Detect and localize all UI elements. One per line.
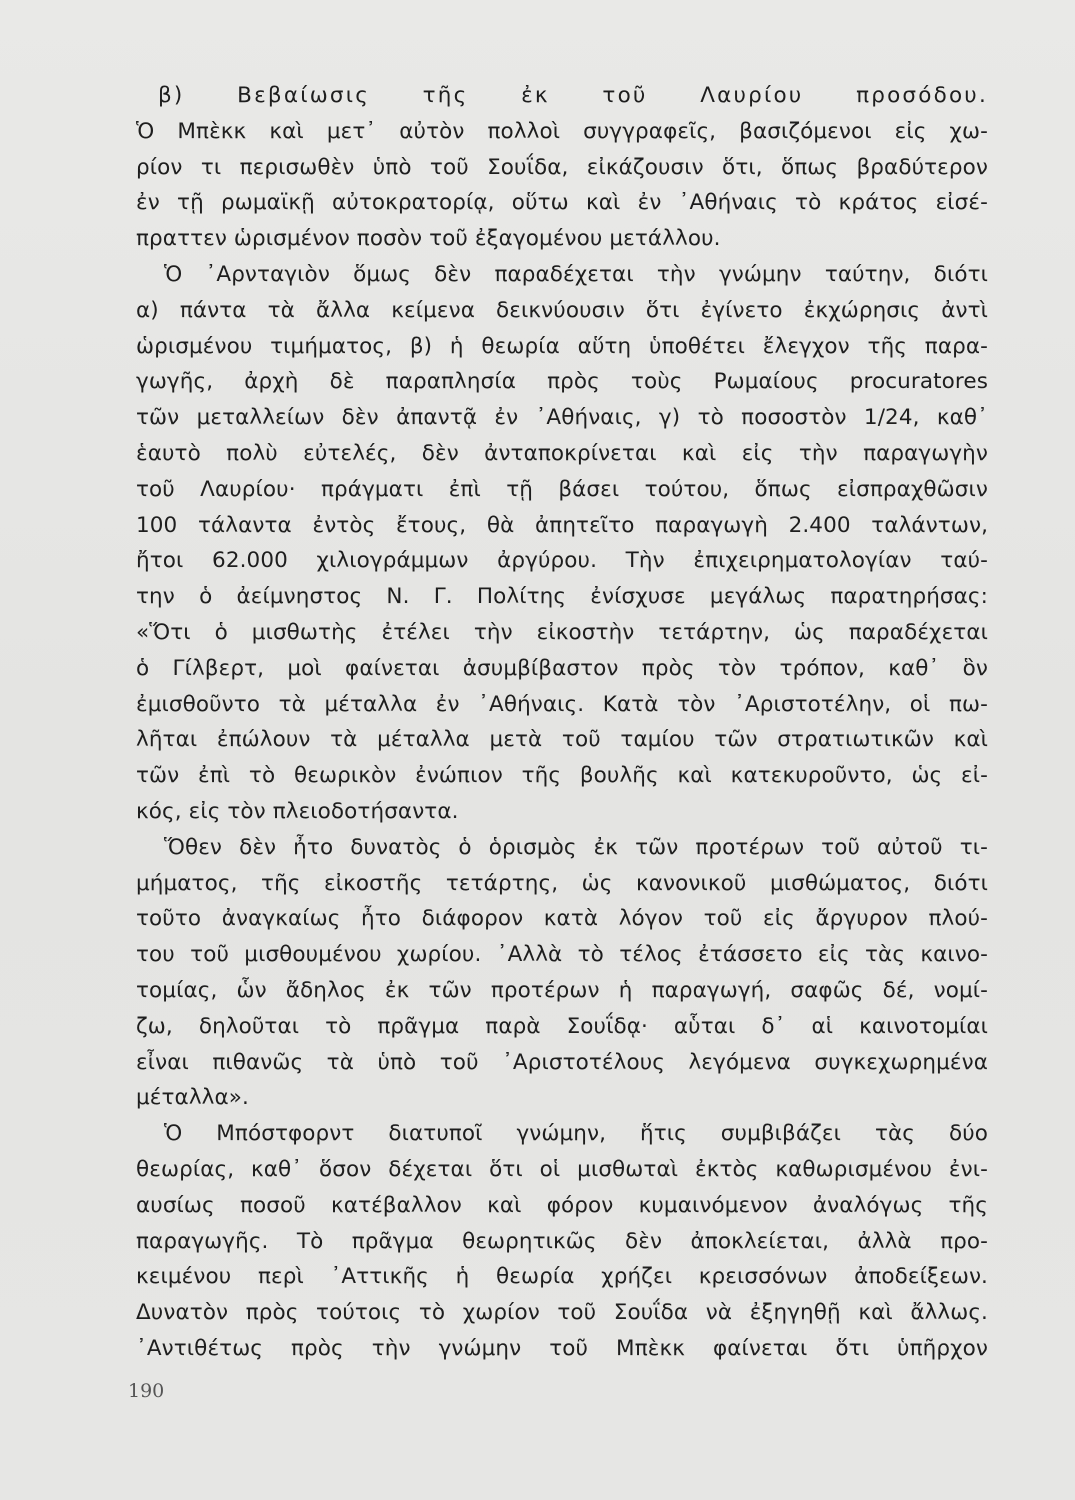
quote-line: τομίας, ὧν ἄδηλος ἐκ τῶν προτέρων ἡ παραγωγή, σαφῶς δέ, νομί- bbox=[136, 977, 988, 1003]
quote-line: ὁ Γίλβερτ, μοὶ φαίνεται ἀσυμβίβαστον πρὸς τὸν τρόπον, καθ᾽ ὃν bbox=[136, 655, 988, 681]
text-line: τῶν μεταλλείων δὲν ἀπαντᾷ ἐν ᾽Αθήναις, γ) τὸ ποσοστὸν 1/24, καθ᾽ bbox=[136, 405, 988, 431]
text-line: τοῦ Λαυρίου· πράγματι ἐπὶ τῇ βάσει τούτου, ὅπως εἰσπραχθῶσιν bbox=[136, 476, 988, 502]
text-line: θεωρίας, καθ᾽ ὅσον δέχεται ὅτι οἱ μισθωταὶ ἐκτὸς καθωρισμένου ἐνι- bbox=[136, 1156, 988, 1182]
text-line: ἑαυτὸ πολὺ εὐτελές, δὲν ἀνταποκρίνεται καὶ εἰς τὴν παραγωγὴν bbox=[136, 440, 988, 466]
text-line: γωγῆς, ἀρχὴ δὲ παραπλησία πρὸς τοὺς Ρωμαίους procuratores bbox=[136, 369, 988, 395]
quote-line: ζω, δηλοῦται τὸ πρᾶγμα παρὰ Σουΐδᾳ· αὗται δ᾽ αἱ καινοτομίαι bbox=[136, 1013, 988, 1039]
text-line: την ὁ ἀείμνηστος Ν. Γ. Πολίτης ἐνίσχυσε μεγάλως παρατηρήσας: bbox=[136, 584, 988, 610]
quote-line: τῶν ἐπὶ τὸ θεωρικὸν ἐνώπιον τῆς βουλῆς καὶ κατεκυροῦντο, ὡς εἰ- bbox=[136, 763, 988, 789]
quote-line: μήματος, τῆς εἰκοστῆς τετάρτης, ὡς κανονικοῦ μισθώματος, διότι bbox=[136, 870, 988, 896]
text-line: Ὁ Μπὲκκ καὶ μετ᾽ αὐτὸν πολλοὶ συγγραφεῖς, βασιζόμενοι εἰς χω- bbox=[136, 118, 988, 144]
body-text bbox=[136, 78, 988, 1367]
text-line: Δυνατὸν πρὸς τούτοις τὸ χωρίον τοῦ Σουΐδα νὰ ἐξηγηθῇ καὶ ἄλλως. bbox=[136, 1300, 988, 1326]
text-line: αυσίως ποσοῦ κατέβαλλον καὶ φόρον κυμαινόμενον ἀναλόγως τῆς bbox=[136, 1192, 988, 1218]
text-line: ἐν τῇ ρωμαϊκῇ αὐτοκρατορίᾳ, οὕτω καὶ ἐν ᾽Αθήναις τὸ κράτος εἰσέ- bbox=[136, 190, 988, 216]
quote-line: «Ὅτι ὁ μισθωτὴς ἐτέλει τὴν εἰκοστὴν τετάρτην, ὡς παραδέχεται bbox=[136, 619, 988, 645]
quote-paragraph-start: Ὅθεν δὲν ἦτο δυνατὸς ὁ ὁρισμὸς ἐκ τῶν προτέρων τοῦ αὐτοῦ τι- bbox=[164, 834, 988, 860]
quote-line: τοῦτο ἀναγκαίως ἦτο διάφορον κατὰ λόγον τοῦ εἰς ἄργυρον πλού- bbox=[136, 906, 988, 932]
quote-line: κός, εἰς τὸν πλειοδοτήσαντα. bbox=[136, 798, 459, 824]
text-line: α) πάντα τὰ ἄλλα κείμενα δεικνύουσιν ὅτι ἐγίνετο ἐκχώρησις ἀντὶ bbox=[136, 297, 988, 323]
text-line: παραγωγῆς. Τὸ πρᾶγμα θεωρητικῶς δὲν ἀποκλείεται, ἀλλὰ προ- bbox=[136, 1228, 988, 1254]
text-line: ὡρισμένου τιμήματος, β) ἡ θεωρία αὕτη ὑποθέτει ἔλεγχον τῆς παρα- bbox=[136, 333, 988, 359]
text-line: ρίον τι περισωθὲν ὑπὸ τοῦ Σουΐδα, εἰκάζουσιν ὅτι, ὅπως βραδύτερον bbox=[136, 154, 988, 180]
text-line: πραττεν ὡρισμένον ποσὸν τοῦ ἐξαγομένου μετάλλου. bbox=[136, 226, 721, 252]
section-heading: β) Βεβαίωσις τῆς ἐκ τοῦ Λαυρίου προσόδου. bbox=[158, 83, 988, 108]
quote-line: λῆται ἐπώλουν τὰ μέταλλα μετὰ τοῦ ταμίου τῶν στρατιωτικῶν καὶ bbox=[136, 727, 988, 753]
page-number: 190 bbox=[128, 1380, 165, 1402]
text-line: κειμένου περὶ ᾽Αττικῆς ἡ θεωρία χρήζει κρεισσόνων ἀποδείξεων. bbox=[136, 1264, 988, 1290]
text-line: 100 τάλαντα ἐντὸς ἔτους, θὰ ἀπητεῖτο παραγωγὴ 2.400 ταλάντων, bbox=[136, 512, 988, 538]
text-line: ἤτοι 62.000 χιλιογράμμων ἀργύρου. Τὴν ἐπιχειρηματολογίαν ταύ- bbox=[136, 548, 988, 574]
text-line: ᾽Αντιθέτως πρὸς τὴν γνώμην τοῦ Μπὲκκ φαίνεται ὅτι ὑπῆρχον bbox=[136, 1335, 988, 1361]
quote-line: εἶναι πιθανῶς τὰ ὑπὸ τοῦ ᾽Αριστοτέλους λεγόμενα συγκεχωρημένα bbox=[136, 1049, 988, 1075]
paragraph-start: Ὁ ᾽Αρνταγιὸν ὅμως δὲν παραδέχεται τὴν γνώμην ταύτην, διότι bbox=[164, 261, 988, 287]
quote-line: του τοῦ μισθουμένου χωρίου. ᾽Αλλὰ τὸ τέλος ἐτάσσετο εἰς τὰς καινο- bbox=[136, 942, 988, 968]
paragraph-start: Ὁ Μπόστφορντ διατυποῖ γνώμην, ἥτις συμβιβάζει τὰς δύο bbox=[164, 1121, 988, 1147]
quote-line: μέταλλα». bbox=[136, 1085, 249, 1111]
quote-line: ἐμισθοῦντο τὰ μέταλλα ἐν ᾽Αθήναις. Κατὰ τὸν ᾽Αριστοτέλην, οἱ πω- bbox=[136, 691, 988, 717]
